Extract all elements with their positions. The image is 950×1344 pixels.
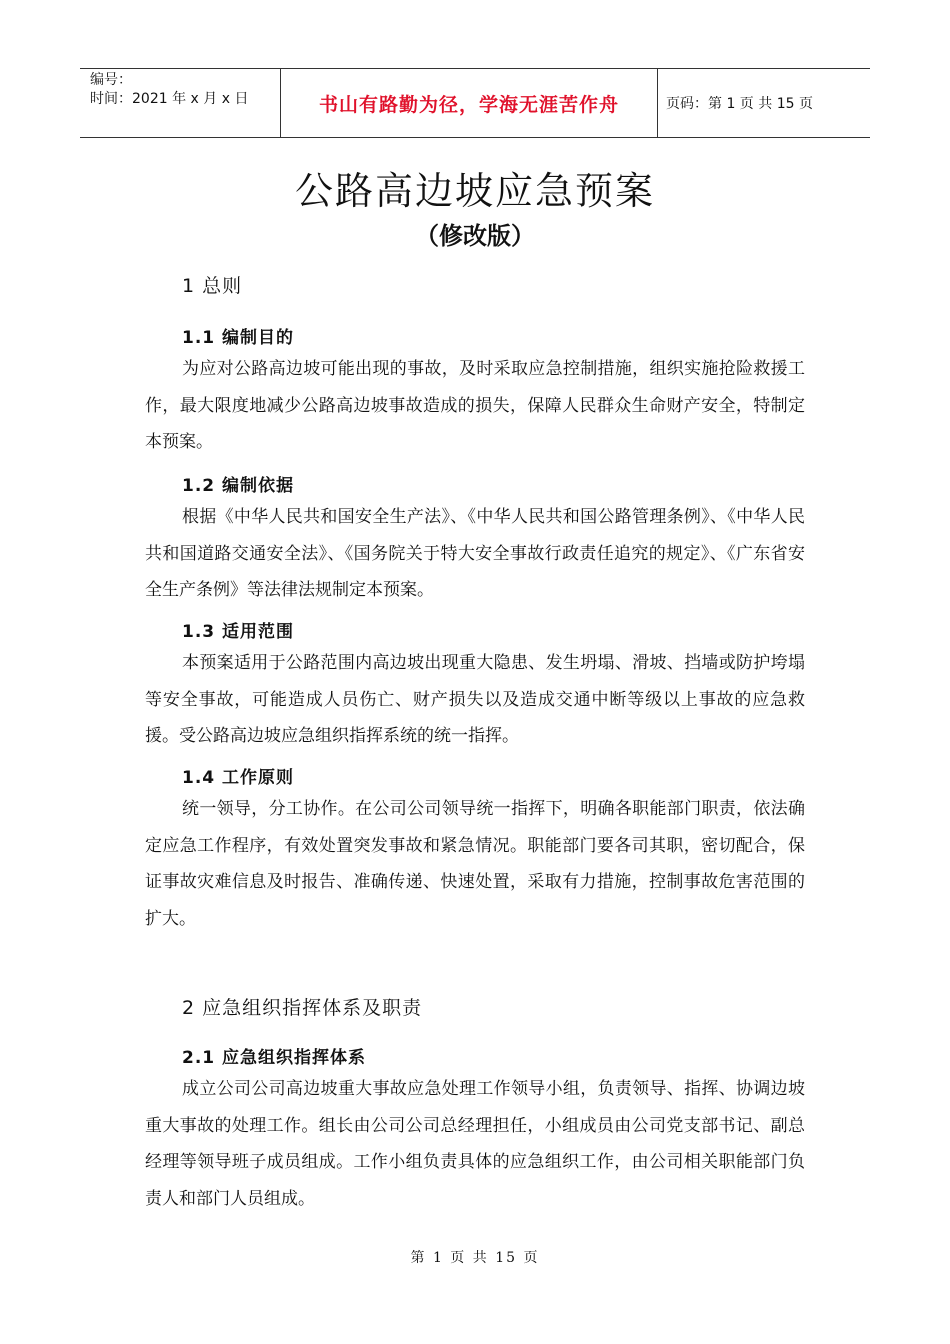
section-heading-1: 1 总则 — [182, 275, 243, 297]
section-text-2-1: 成立公司公司高边坡重大事故应急处理工作领导小组，负责领导、指挥、协调边坡重大事故的处理工作。组长由公司公司总经理担任，小组成员由公司党支部书记、副总经理等领导班子成员组成。工作小组负责具体的应急组织工作，由公司相关职能部门负责人和部门人员组成。 — [145, 1079, 805, 1209]
section-text-1-4: 统一领导，分工协作。在公司公司领导统一指挥下，明确各职能部门职责，依法确定应急工作程序，有效处置突发事故和紧急情况。职能部门要各司其职，密切配合，保证事故灾难信息及时报告、准确传递、快速处置，采取有力措施，控制事故危害范围的扩大。 — [145, 799, 805, 929]
document-number-label: 编号： — [90, 72, 132, 88]
section-heading-2-1: 2.1 应急组织指挥体系 — [182, 1048, 367, 1068]
header-meta — [80, 69, 281, 137]
section-heading-1-2: 1.2 编制依据 — [182, 476, 295, 496]
section-heading-1-3: 1.3 适用范围 — [182, 622, 295, 642]
page-footer: 第 1 页 共 15 页 — [410, 1250, 540, 1266]
document-title: 公路高边坡应急预案 — [294, 169, 655, 213]
section-heading-1-1: 1.1 编制目的 — [182, 328, 295, 348]
document-subtitle: （修改版） — [415, 222, 535, 250]
section-heading-1-4: 1.4 工作原则 — [182, 768, 295, 788]
header-page-info: 页码：第 1 页 共 15 页 — [666, 96, 813, 112]
section-text-1-3: 本预案适用于公路范围内高边坡出现重大隐患、发生坍塌、滑坡、挡墙或防护垮塌等安全事故，可能造成人员伤亡、财产损失以及造成交通中断等级以上事故的应急救援。受公路高边坡应急组织指挥系统的统一指挥。 — [145, 653, 805, 746]
page-header — [80, 68, 870, 138]
header-motto: 书山有路勤为径，学海无涯苦作舟 — [281, 69, 658, 137]
document-time-label: 时间：2021 年 x 月 x 日 — [90, 91, 249, 107]
section-heading-2: 2 应急组织指挥体系及职责 — [182, 997, 423, 1019]
section-text-1-1: 为应对公路高边坡可能出现的事故，及时采取应急控制措施，组织实施抢险救援工作，最大限度地减少公路高边坡事故造成的损失，保障人民群众生命财产安全，特制定本预案。 — [145, 359, 805, 452]
section-text-1-2: 根据《中华人民共和国安全生产法》、《中华人民共和国公路管理条例》、《中华人民共和国道路交通安全法》、《国务院关于特大安全事故行政责任追究的规定》、《广东省安全生产条例》等法律法规制定本预案。 — [145, 507, 805, 600]
